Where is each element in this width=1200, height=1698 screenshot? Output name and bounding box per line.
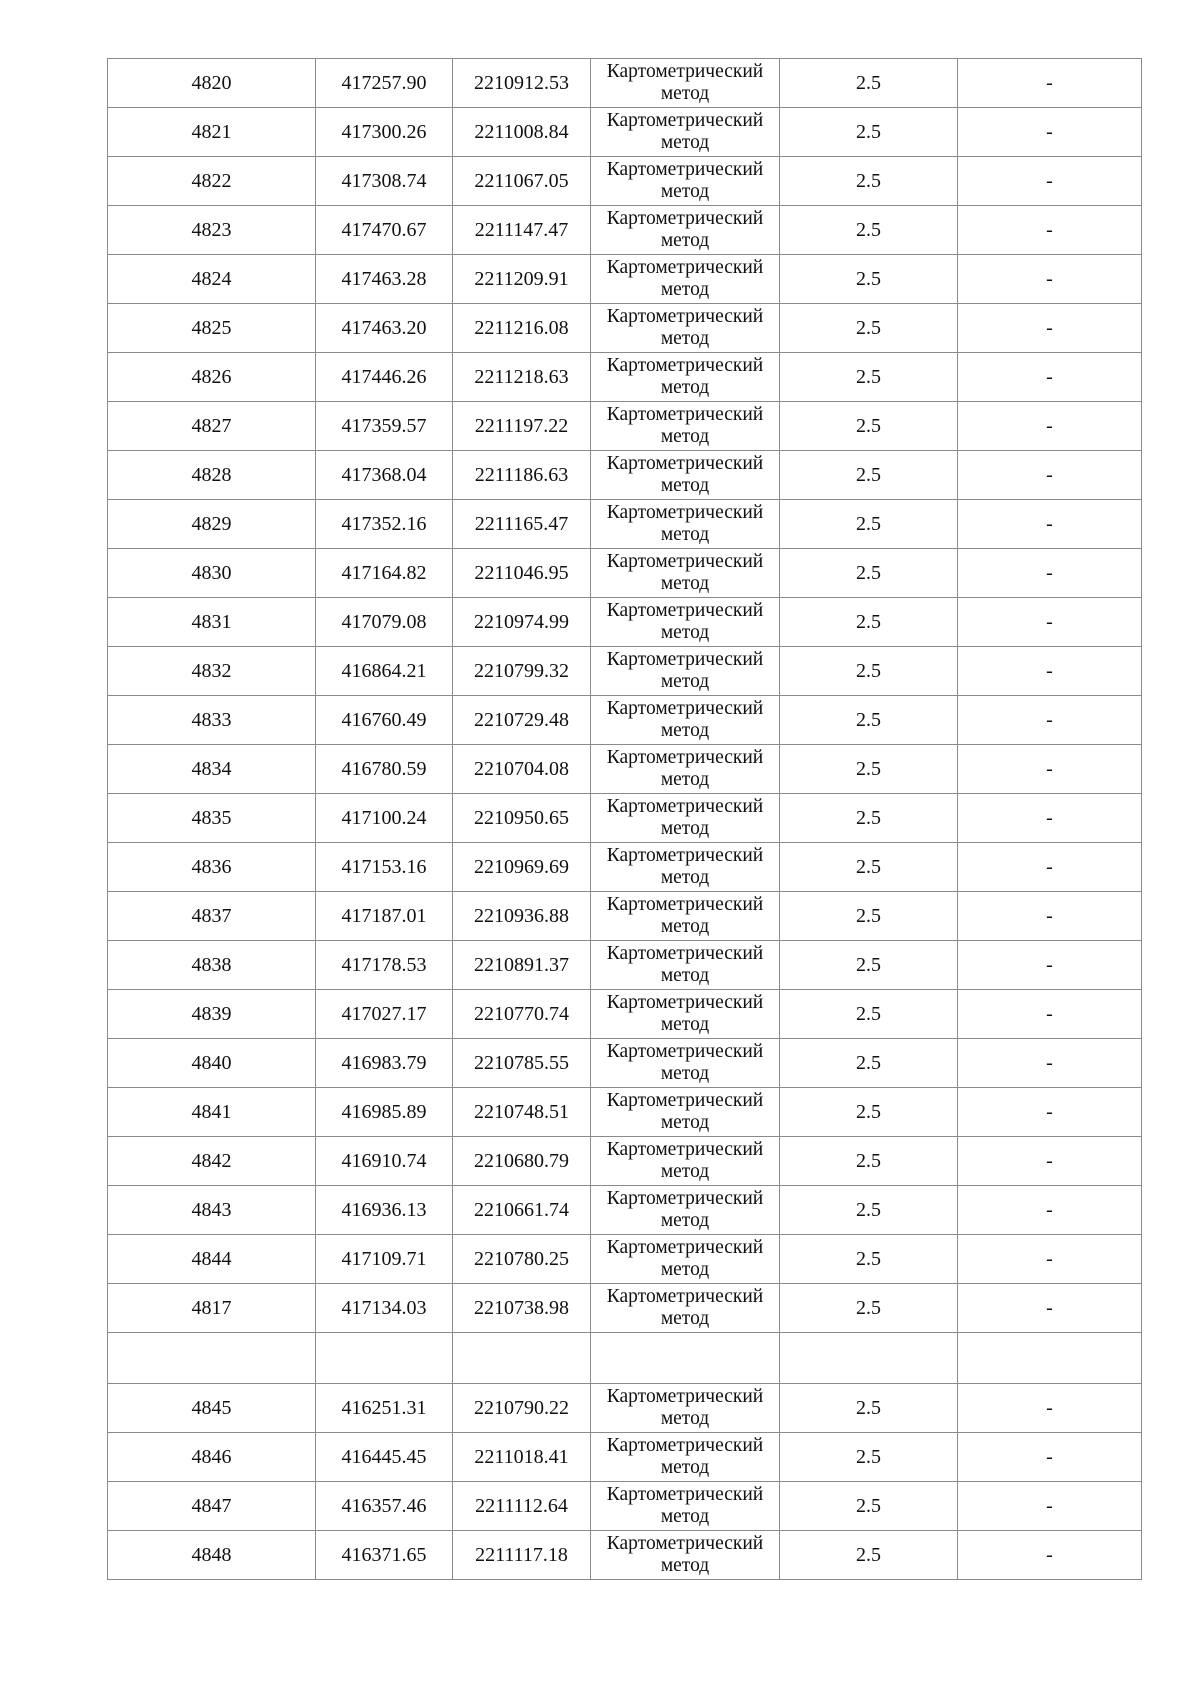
point-number-cell: 4823 [108, 206, 316, 255]
y-coordinate-cell: 2210729.48 [453, 696, 591, 745]
method-cell: Картометрический метод [591, 745, 780, 794]
method-cell: Картометрический метод [591, 1433, 780, 1482]
point-number-cell [108, 1333, 316, 1384]
point-number-cell: 4825 [108, 304, 316, 353]
note-cell: - [958, 500, 1142, 549]
x-coordinate-cell: 417257.90 [316, 59, 453, 108]
y-coordinate-cell: 2210780.25 [453, 1235, 591, 1284]
point-number-cell: 4833 [108, 696, 316, 745]
precision-cell: 2.5 [780, 794, 958, 843]
x-coordinate-cell: 417352.16 [316, 500, 453, 549]
method-cell: Картометрический метод [591, 1384, 780, 1433]
method-cell: Картометрический метод [591, 1482, 780, 1531]
note-cell: - [958, 255, 1142, 304]
y-coordinate-cell: 2211117.18 [453, 1531, 591, 1580]
y-coordinate-cell: 2211216.08 [453, 304, 591, 353]
y-coordinate-cell: 2210912.53 [453, 59, 591, 108]
x-coordinate-cell [316, 1333, 453, 1384]
precision-cell: 2.5 [780, 647, 958, 696]
y-coordinate-cell: 2211147.47 [453, 206, 591, 255]
y-coordinate-cell: 2210891.37 [453, 941, 591, 990]
x-coordinate-cell: 416251.31 [316, 1384, 453, 1433]
y-coordinate-cell: 2211186.63 [453, 451, 591, 500]
table-row [108, 1039, 1142, 1088]
table-row [108, 206, 1142, 255]
x-coordinate-cell: 417164.82 [316, 549, 453, 598]
note-cell: - [958, 353, 1142, 402]
point-number-cell: 4832 [108, 647, 316, 696]
x-coordinate-cell: 417100.24 [316, 794, 453, 843]
table-row [108, 941, 1142, 990]
note-cell: - [958, 1235, 1142, 1284]
x-coordinate-cell: 416760.49 [316, 696, 453, 745]
point-number-cell: 4842 [108, 1137, 316, 1186]
x-coordinate-cell: 417178.53 [316, 941, 453, 990]
point-number-cell: 4844 [108, 1235, 316, 1284]
note-cell: - [958, 1433, 1142, 1482]
point-number-cell: 4847 [108, 1482, 316, 1531]
precision-cell: 2.5 [780, 745, 958, 794]
method-cell: Картометрический метод [591, 794, 780, 843]
precision-cell: 2.5 [780, 255, 958, 304]
method-cell: Картометрический метод [591, 402, 780, 451]
note-cell: - [958, 1137, 1142, 1186]
method-cell: Картометрический метод [591, 1284, 780, 1333]
table-row [108, 353, 1142, 402]
y-coordinate-cell: 2210661.74 [453, 1186, 591, 1235]
note-cell: - [958, 794, 1142, 843]
point-number-cell: 4848 [108, 1531, 316, 1580]
y-coordinate-cell: 2211165.47 [453, 500, 591, 549]
table-row [108, 108, 1142, 157]
coordinates-table [107, 58, 1142, 1580]
x-coordinate-cell: 417359.57 [316, 402, 453, 451]
note-cell: - [958, 892, 1142, 941]
x-coordinate-cell: 416910.74 [316, 1137, 453, 1186]
method-cell: Картометрический метод [591, 990, 780, 1039]
x-coordinate-cell: 416864.21 [316, 647, 453, 696]
point-number-cell: 4827 [108, 402, 316, 451]
method-cell: Картометрический метод [591, 941, 780, 990]
point-number-cell: 4840 [108, 1039, 316, 1088]
table-row [108, 1235, 1142, 1284]
table-row [108, 500, 1142, 549]
table-row [108, 990, 1142, 1039]
table-row [108, 1433, 1142, 1482]
note-cell: - [958, 1531, 1142, 1580]
note-cell: - [958, 1039, 1142, 1088]
point-number-cell: 4837 [108, 892, 316, 941]
method-cell: Картометрический метод [591, 1186, 780, 1235]
precision-cell: 2.5 [780, 1384, 958, 1433]
table-row [108, 1137, 1142, 1186]
point-number-cell: 4817 [108, 1284, 316, 1333]
note-cell: - [958, 206, 1142, 255]
y-coordinate-cell: 2211209.91 [453, 255, 591, 304]
y-coordinate-cell: 2211197.22 [453, 402, 591, 451]
method-cell: Картометрический метод [591, 1235, 780, 1284]
note-cell: - [958, 451, 1142, 500]
y-coordinate-cell: 2210770.74 [453, 990, 591, 1039]
table-row [108, 1186, 1142, 1235]
precision-cell: 2.5 [780, 1088, 958, 1137]
x-coordinate-cell: 416985.89 [316, 1088, 453, 1137]
method-cell: Картометрический метод [591, 500, 780, 549]
table-row [108, 794, 1142, 843]
method-cell: Картометрический метод [591, 892, 780, 941]
point-number-cell: 4820 [108, 59, 316, 108]
note-cell: - [958, 696, 1142, 745]
x-coordinate-cell: 417079.08 [316, 598, 453, 647]
table-row [108, 598, 1142, 647]
table-row [108, 696, 1142, 745]
point-number-cell: 4828 [108, 451, 316, 500]
point-number-cell: 4831 [108, 598, 316, 647]
method-cell: Картометрический метод [591, 304, 780, 353]
point-number-cell: 4835 [108, 794, 316, 843]
note-cell: - [958, 990, 1142, 1039]
note-cell: - [958, 598, 1142, 647]
table-row [108, 1531, 1142, 1580]
point-number-cell: 4824 [108, 255, 316, 304]
table-row [108, 402, 1142, 451]
point-number-cell: 4830 [108, 549, 316, 598]
precision-cell: 2.5 [780, 1433, 958, 1482]
x-coordinate-cell: 417134.03 [316, 1284, 453, 1333]
table-row [108, 1482, 1142, 1531]
precision-cell: 2.5 [780, 500, 958, 549]
method-cell: Картометрический метод [591, 59, 780, 108]
note-cell: - [958, 1384, 1142, 1433]
precision-cell: 2.5 [780, 1235, 958, 1284]
method-cell: Картометрический метод [591, 1531, 780, 1580]
precision-cell: 2.5 [780, 1186, 958, 1235]
y-coordinate-cell: 2211067.05 [453, 157, 591, 206]
y-coordinate-cell: 2211018.41 [453, 1433, 591, 1482]
table-row [108, 304, 1142, 353]
precision-cell: 2.5 [780, 1531, 958, 1580]
x-coordinate-cell: 416371.65 [316, 1531, 453, 1580]
method-cell: Картометрический метод [591, 1088, 780, 1137]
note-cell: - [958, 1284, 1142, 1333]
method-cell: Картометрический метод [591, 696, 780, 745]
point-number-cell: 4836 [108, 843, 316, 892]
y-coordinate-cell: 2210936.88 [453, 892, 591, 941]
precision-cell: 2.5 [780, 1137, 958, 1186]
precision-cell: 2.5 [780, 549, 958, 598]
note-cell: - [958, 647, 1142, 696]
y-coordinate-cell: 2210704.08 [453, 745, 591, 794]
precision-cell: 2.5 [780, 353, 958, 402]
y-coordinate-cell: 2210748.51 [453, 1088, 591, 1137]
precision-cell: 2.5 [780, 108, 958, 157]
point-number-cell: 4822 [108, 157, 316, 206]
note-cell: - [958, 1088, 1142, 1137]
method-cell: Картометрический метод [591, 647, 780, 696]
precision-cell [780, 1333, 958, 1384]
y-coordinate-cell: 2211218.63 [453, 353, 591, 402]
table-row [108, 157, 1142, 206]
x-coordinate-cell: 417446.26 [316, 353, 453, 402]
x-coordinate-cell: 416936.13 [316, 1186, 453, 1235]
note-cell [958, 1333, 1142, 1384]
x-coordinate-cell: 417027.17 [316, 990, 453, 1039]
method-cell: Картометрический метод [591, 843, 780, 892]
x-coordinate-cell: 417463.28 [316, 255, 453, 304]
table-row [108, 59, 1142, 108]
x-coordinate-cell: 417308.74 [316, 157, 453, 206]
precision-cell: 2.5 [780, 451, 958, 500]
y-coordinate-cell: 2210790.22 [453, 1384, 591, 1433]
precision-cell: 2.5 [780, 941, 958, 990]
y-coordinate-cell: 2210799.32 [453, 647, 591, 696]
x-coordinate-cell: 416983.79 [316, 1039, 453, 1088]
y-coordinate-cell: 2210969.69 [453, 843, 591, 892]
table-row [108, 549, 1142, 598]
point-number-cell: 4843 [108, 1186, 316, 1235]
y-coordinate-cell: 2210738.98 [453, 1284, 591, 1333]
precision-cell: 2.5 [780, 304, 958, 353]
precision-cell: 2.5 [780, 1482, 958, 1531]
y-coordinate-cell: 2210974.99 [453, 598, 591, 647]
note-cell: - [958, 108, 1142, 157]
method-cell [591, 1333, 780, 1384]
note-cell: - [958, 745, 1142, 794]
table-row [108, 745, 1142, 794]
method-cell: Картометрический метод [591, 206, 780, 255]
precision-cell: 2.5 [780, 892, 958, 941]
precision-cell: 2.5 [780, 206, 958, 255]
x-coordinate-cell: 417470.67 [316, 206, 453, 255]
point-number-cell: 4841 [108, 1088, 316, 1137]
point-number-cell: 4829 [108, 500, 316, 549]
x-coordinate-cell: 417368.04 [316, 451, 453, 500]
method-cell: Картометрический метод [591, 1039, 780, 1088]
table-row [108, 843, 1142, 892]
x-coordinate-cell: 417109.71 [316, 1235, 453, 1284]
x-coordinate-cell: 417187.01 [316, 892, 453, 941]
point-number-cell: 4826 [108, 353, 316, 402]
x-coordinate-cell: 416357.46 [316, 1482, 453, 1531]
method-cell: Картометрический метод [591, 598, 780, 647]
y-coordinate-cell: 2211046.95 [453, 549, 591, 598]
point-number-cell: 4846 [108, 1433, 316, 1482]
y-coordinate-cell: 2210680.79 [453, 1137, 591, 1186]
x-coordinate-cell: 417463.20 [316, 304, 453, 353]
note-cell: - [958, 941, 1142, 990]
note-cell: - [958, 402, 1142, 451]
method-cell: Картометрический метод [591, 255, 780, 304]
point-number-cell: 4821 [108, 108, 316, 157]
y-coordinate-cell [453, 1333, 591, 1384]
table-row [108, 647, 1142, 696]
table-row [108, 1088, 1142, 1137]
x-coordinate-cell: 417153.16 [316, 843, 453, 892]
point-number-cell: 4834 [108, 745, 316, 794]
precision-cell: 2.5 [780, 157, 958, 206]
note-cell: - [958, 157, 1142, 206]
note-cell: - [958, 1482, 1142, 1531]
x-coordinate-cell: 416780.59 [316, 745, 453, 794]
method-cell: Картометрический метод [591, 451, 780, 500]
y-coordinate-cell: 2210785.55 [453, 1039, 591, 1088]
y-coordinate-cell: 2211008.84 [453, 108, 591, 157]
table-row [108, 892, 1142, 941]
coordinates-table-body [108, 59, 1142, 1580]
note-cell: - [958, 304, 1142, 353]
separator-row [108, 1333, 1142, 1384]
table-row [108, 1284, 1142, 1333]
method-cell: Картометрический метод [591, 157, 780, 206]
precision-cell: 2.5 [780, 1284, 958, 1333]
y-coordinate-cell: 2210950.65 [453, 794, 591, 843]
precision-cell: 2.5 [780, 696, 958, 745]
note-cell: - [958, 549, 1142, 598]
method-cell: Картометрический метод [591, 353, 780, 402]
y-coordinate-cell: 2211112.64 [453, 1482, 591, 1531]
x-coordinate-cell: 416445.45 [316, 1433, 453, 1482]
method-cell: Картометрический метод [591, 549, 780, 598]
precision-cell: 2.5 [780, 990, 958, 1039]
point-number-cell: 4845 [108, 1384, 316, 1433]
precision-cell: 2.5 [780, 598, 958, 647]
precision-cell: 2.5 [780, 1039, 958, 1088]
method-cell: Картометрический метод [591, 108, 780, 157]
point-number-cell: 4838 [108, 941, 316, 990]
note-cell: - [958, 843, 1142, 892]
table-row [108, 1384, 1142, 1433]
note-cell: - [958, 59, 1142, 108]
table-row [108, 255, 1142, 304]
method-cell: Картометрический метод [591, 1137, 780, 1186]
point-number-cell: 4839 [108, 990, 316, 1039]
precision-cell: 2.5 [780, 402, 958, 451]
x-coordinate-cell: 417300.26 [316, 108, 453, 157]
precision-cell: 2.5 [780, 843, 958, 892]
note-cell: - [958, 1186, 1142, 1235]
table-row [108, 451, 1142, 500]
precision-cell: 2.5 [780, 59, 958, 108]
